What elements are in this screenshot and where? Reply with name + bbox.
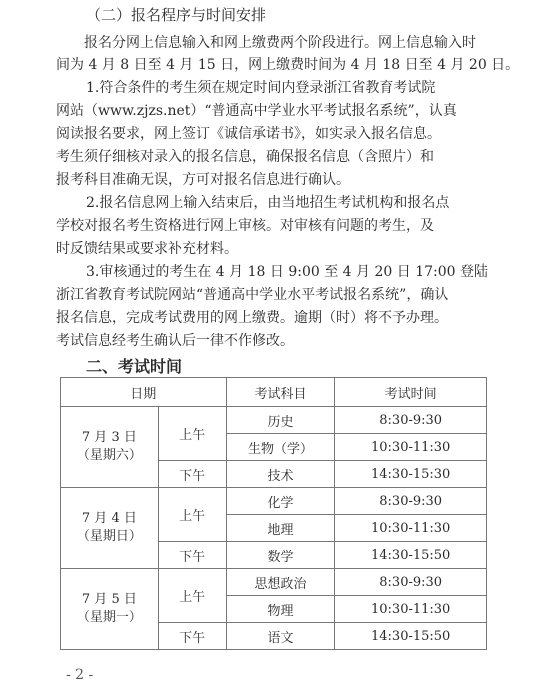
header-time: 考试时间 [335, 378, 487, 407]
date-cell [61, 569, 159, 650]
time-cell: 10:30-11:30 [335, 434, 487, 461]
time-cell: 8:30-9:30 [335, 569, 487, 596]
paragraph-line: 学校对报名考生资格进行网上审核。对审核有问题的考生，及 [56, 218, 434, 234]
subject-cell: 技术 [226, 461, 335, 488]
subject-cell: 地理 [226, 515, 335, 542]
paragraph-line: 报名信息，完成考试费用的网上缴费。逾期（时）将不予办理。 [56, 310, 448, 326]
paragraph-line: 间为 4 月 8 日至 4 月 15 日，网上缴费时间为 4 月 18 日至 4 月 20 日。 [56, 57, 520, 73]
subject-cell: 语文 [226, 623, 335, 650]
am-label: 上午 [158, 407, 226, 461]
paragraph-line: 浙江省教育考试院网站“普通高中学业水平考试报名系统”，确认 [56, 287, 449, 303]
subject-cell: 历史 [226, 407, 335, 434]
time-cell: 8:30-9:30 [335, 407, 487, 434]
paragraph-line: 2.报名信息网上输入结束后，由当地招生考试机构和报名点 [86, 195, 450, 211]
date-cell [61, 407, 159, 488]
date-label: 7 月 3 日 [81, 430, 137, 445]
am-label: 上午 [158, 488, 226, 542]
weekday-label: （星期一） [76, 610, 142, 625]
am-label: 上午 [158, 569, 226, 623]
subject-cell: 生物（学） [226, 434, 335, 461]
header-date: 日期 [61, 378, 227, 407]
date-cell [61, 488, 159, 569]
subject-cell: 数学 [226, 542, 335, 569]
table-row [61, 569, 487, 596]
date-label: 7 月 5 日 [81, 592, 137, 607]
time-cell: 14:30-15:30 [335, 461, 487, 488]
paragraph-line: 3.审核通过的考生在 4 月 18 日 9:00 至 4 月 20 日 17:00 登陆 [86, 264, 488, 280]
table-row [61, 407, 487, 434]
section-heading: （二）报名程序与时间安排 [86, 6, 267, 24]
header-subject: 考试科目 [226, 378, 335, 407]
pm-label: 下午 [158, 542, 226, 569]
paragraph-line: 1.符合条件的考生须在规定时间内登录浙江省教育考试院 [86, 80, 436, 96]
page-number: - 2 - [66, 667, 94, 683]
subject-cell: 思想政治 [226, 569, 335, 596]
time-cell: 14:30-15:50 [335, 623, 487, 650]
table-header-row [61, 378, 487, 407]
time-cell: 10:30-11:30 [335, 596, 487, 623]
section-heading-exam-time: 二、考试时间 [86, 357, 183, 376]
weekday-label: （星期日） [76, 529, 142, 544]
paragraph-line: 考试信息经考生确认后一律不作修改。 [56, 333, 294, 349]
exam-schedule-table [60, 377, 487, 650]
paragraph-line: 时反馈结果或要求补充材料。 [56, 241, 238, 257]
time-cell: 14:30-15:50 [335, 542, 487, 569]
pm-label: 下午 [158, 623, 226, 650]
pm-label: 下午 [158, 461, 226, 488]
subject-cell: 物理 [226, 596, 335, 623]
paragraph-line: 报名分网上信息输入和网上缴费两个阶段进行。网上信息输入时 [84, 35, 476, 51]
paragraph-line: 考生须仔细核对录入的报名信息，确保报名信息（含照片）和 [56, 149, 434, 165]
date-label: 7 月 4 日 [81, 511, 137, 526]
paragraph-line: 阅读报名要求，网上签订《诚信承诺书》，如实录入报名信息。 [56, 126, 441, 142]
paragraph-line: 报考科目准确无误，方可对报名信息进行确认。 [56, 172, 350, 188]
time-cell: 8:30-9:30 [335, 488, 487, 515]
paragraph-line: 网站（www.zjzs.net）“普通高中学业水平考试报名系统”，认真 [56, 103, 457, 119]
time-cell: 10:30-11:30 [335, 515, 487, 542]
table-row [61, 488, 487, 515]
weekday-label: （星期六） [76, 448, 142, 463]
subject-cell: 化学 [226, 488, 335, 515]
